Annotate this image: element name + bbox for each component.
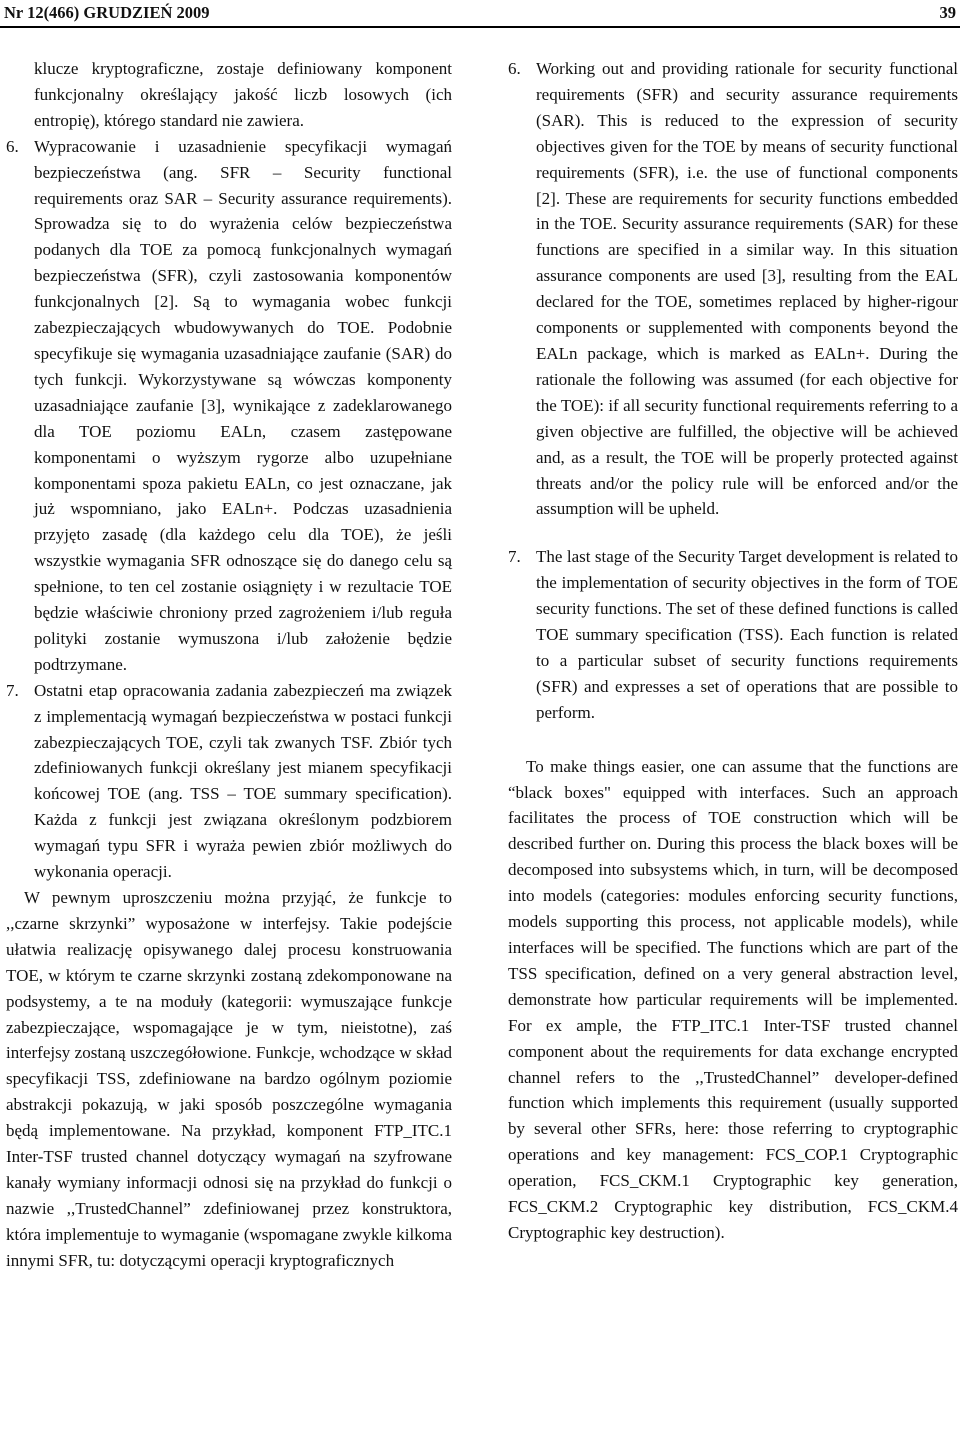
list-item-text: The last stage of the Security Target development is related to the implementation of security objectives in the form of TOE security functions. The set of these defined functions is called TOE summary specification (TSS). Each function is related to a particular subset of security functions requirements (SFR) and expresses a set of operations that are possible to perform. <box>536 547 958 722</box>
list-number: 7. <box>6 680 19 700</box>
list-number: 6. <box>6 136 19 156</box>
spacer <box>508 726 958 754</box>
list-number: 7. <box>508 547 521 567</box>
list-number: 6. <box>508 59 521 78</box>
journal-issue: Nr 12(466) GRUDZIEŃ 2009 <box>4 3 210 22</box>
page-number: 39 <box>939 3 956 22</box>
list-item-7-en <box>508 544 958 725</box>
list-item-6-pl <box>6 134 452 678</box>
body-paragraph-en: To make things easier, one can assume that the functions are “black boxes" equipped with interfaces. Such an approach facilitates the process of TOE construction which will be described further on. During this process the black boxes will be decomposed into subsystems which, in turn, will be decomposed into models (categories: modules enforcing security functions, models supporting this process, not applicable models), while interfaces will be specified. The functions which are part of the TSS specification, defined on a very general abstraction level, demonstrate how particular requirements will be implemented. For ex ample, the FTP_ITC.1 Inter-TSF trusted channel component about the requirements for data exchange encrypted channel refers to the ,,TrustedChannel” developer-defined function which implements this requirement (usually supported by several other SFRs, here: those referring to cryptographic operations and key management: FCS_COP.1 Cryptographic operation, FCS_CKM.1 Cryptographic key generation, FCS_CKM.2 Cryptographic key distribution, FCS_CKM.4 Cryptographic key destruction). <box>508 756 958 1242</box>
continuation-text: klucze kryptograficzne, zostaje definiowany komponent funkcjonalny określający jakość liczb losowych (ich entropię), którego standard nie zawiera. <box>34 59 452 130</box>
list-item-7-pl <box>6 678 452 885</box>
list-item-text: Working out and providing rationale for security functional requirements (SFR) and security assurance requirements (SAR). This is reduced to the expression of security objectives given for the TOE by means of security functional requirements (SFR), i.e. the use of functional components [2]. These are requirements for security functions embedded in the TOE. Security assurance requirements (SAR) for these functions are specified in a similar way. In this situation assurance components are used [3], resulting from the EAL declared for the TOE, sometimes replaced by higher-rigour components or supplemented with components beyond the EALn package, which is marked as EALn+. During the rationale the following was assumed (for each objective for the TOE): if all security functional requirements referring to a given objective are fulfilled, the objective will be achieved and, as a result, the TOE will be properly protected against threats and/or the policy rule will be enforced and/or the assumption will be upheld. <box>536 59 958 519</box>
body-paragraph-pl: W pewnym uproszczeniu można przyjąć, że funkcje to ,,czarne skrzynki” wyposażone w interfejsy. Takie podejście ułatwia realizację opisywanego dalej procesu konstruowania TOE, w którym te czarne skrzynki zostaną zdekomponowane na podsystemy, a te na moduły (kategorii: wymuszające funkcje zabezpieczające, wspomagające je w tym, nieistotne), zaś interfejsy zostaną uszczegółowione. Funkcje, wchodzące w skład specyfikacji TSS, zdefiniowane na bardzo ogólnym poziomie abstrakcji pokazują, w jaki sposób poszczególne wymagania będą implementowane. Na przykład, komponent FTP_ITC.1 Inter-TSF trusted channel dotyczący wymagań na szyfrowane kanały wymiany informacji odnosi się na przykład do funkcji o nazwie ,,TrustedChannel” zdefiniowanej przez konstruktora, która implementuje to wymaganie (wspomagane zwykle kilkoma innymi SFR, tu: dotyczącymi operacji kryptograficznych <box>6 888 452 1270</box>
page-header <box>0 0 960 28</box>
spacer <box>508 522 958 544</box>
list-item-text: Wypracowanie i uzasadnienie specyfikacji wymagań bezpieczeństwa (ang. SFR – Security functional requirements oraz SAR – Security assurance requirements). Sprowadza się to do wyrażenia celów bezpieczeństwa podanych dla TOE za pomocą funkcjonalnych wymagań bezpieczeństwa (SFR), czyli zastosowania komponentów funkcjonalnych [2]. Są to wymagania wobec funkcji zabezpieczających wbudowywanych do TOE. Podobnie specyfikuje się wymagania uzasadniające zaufanie (SAR) do tych funkcji. Wykorzystywane są wówczas komponenty uzasadniające zaufanie [3], wynikające z zadeklarowanego dla TOE poziomu EALn, czasem zastępowane komponentami o wyższym rygorze albo uzupełniane komponentami spoza pakietu EALn, co jest oznaczane, jak już wspomniano, jako EALn+. Podczas uzasadnienia przyjęto zasadę (dla każdego celu dla TOE), że jeśli wszystkie wymagania SFR odnoszące się do danego celu są spełnione, to ten cel zostanie osiągnięty i w rezultacie TOE będzie właściwie chroniony przed zagrożeniem i/lub reguła polityki zostanie wymuszona i/lub założenie będzie podtrzymane. <box>34 136 452 674</box>
right-column <box>508 56 958 1246</box>
left-column <box>6 56 452 1274</box>
list-item-text: Ostatni etap opracowania zadania zabezpieczeń ma związek z implementacją wymagań bezpieczeństwa w postaci funkcji zabezpieczających TOE, czyli tak zwanych TSF. Zbiór tych zdefiniowanych funkcji określany jest mianem specyfikacji końcowej TOE (ang. TSS – TOE summary specification). Każda z funkcji jest związana określonym podzbiorem wymagań typu SFR i wyraża pewien zbiór możliwych do wykonania operacji. <box>34 680 452 882</box>
list-item-6-en <box>508 56 958 522</box>
